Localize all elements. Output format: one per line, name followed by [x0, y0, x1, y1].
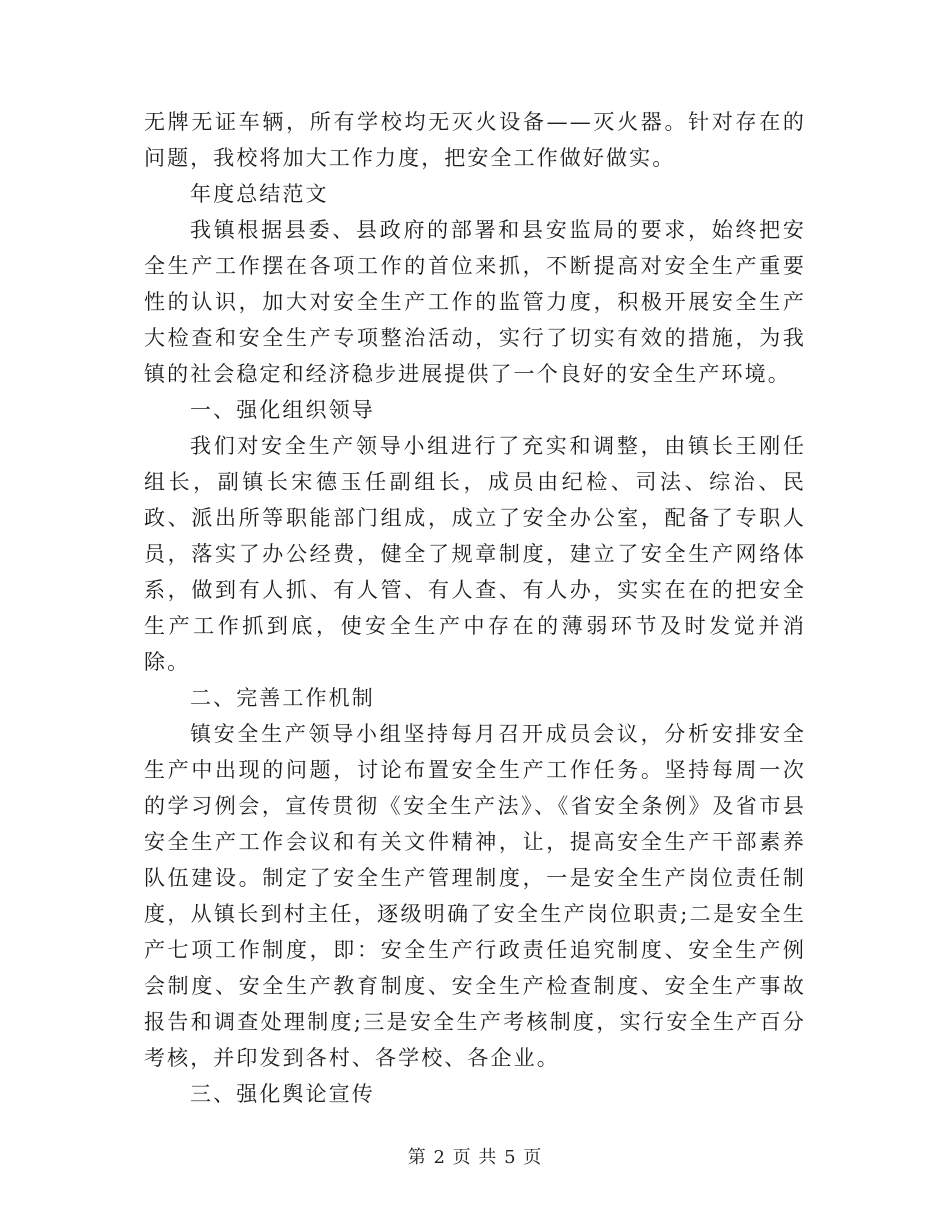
section-heading-organization: 一、强化组织领导 — [190, 398, 375, 422]
paragraph-intro: 我镇根据县委、县政府的部署和县安监局的要求，始终把安全生产工作摆在各项工作的首位来抓，不断提高对安全生产重要性的认识，加大对安全生产工作的监管力度，积极开展安全生产大检查和安全生产专项整治活动，实行了切实有效的措施，为我镇的社会稳定和经济稳步进展提供了一个良好的安全生产环境。 — [144, 218, 806, 386]
document-body — [144, 104, 806, 1112]
section-title-annual-summary: 年度总结范文 — [190, 182, 329, 206]
page-footer — [0, 1146, 950, 1170]
total-pages-number: 5 — [504, 1147, 517, 1168]
paragraph-continuation: 无牌无证车辆，所有学校均无灭火设备——灭火器。针对存在的问题，我校将加大工作力度，把安全工作做好做实。 — [144, 110, 806, 170]
section-heading-mechanism: 二、完善工作机制 — [190, 686, 375, 710]
page-label-suffix: 页 — [523, 1147, 543, 1168]
page-label-mid: 页 共 — [452, 1147, 498, 1168]
paragraph-organization: 我们对安全生产领导小组进行了充实和调整，由镇长王刚任组长，副镇长宋德玉任副组长，成员由纪检、司法、综治、民政、派出所等职能部门组成，成立了安全办公室，配备了专职人员，落实了办公经费，健全了规章制度，建立了安全生产网络体系，做到有人抓、有人管、有人查、有人办，实实在在的把安全生产工作抓到底，使安全生产中存在的薄弱环节及时发觉并消除。 — [144, 434, 806, 674]
current-page-number: 2 — [433, 1147, 446, 1168]
paragraph-mechanism: 镇安全生产领导小组坚持每月召开成员会议，分析安排安全生产中出现的问题，讨论布置安全生产工作任务。坚持每周一次的学习例会，宣传贯彻《安全生产法》、《省安全条例》及省市县安全生产工作会议和有关文件精神，让，提高安全生产干部素养队伍建设。制定了安全生产管理制度，一是安全生产岗位责任制度，从镇长到村主任，逐级明确了安全生产岗位职责;二是安全生产七项工作制度，即：安全生产行政责任追究制度、安全生产例会制度、安全生产教育制度、安全生产检查制度、安全生产事故报告和调查处理制度;三是安全生产考核制度，实行安全生产百分考核，并印发到各村、各学校、各企业。 — [144, 722, 806, 1070]
section-heading-publicity: 三、强化舆论宣传 — [190, 1082, 375, 1106]
page-label-prefix: 第 — [407, 1147, 427, 1168]
